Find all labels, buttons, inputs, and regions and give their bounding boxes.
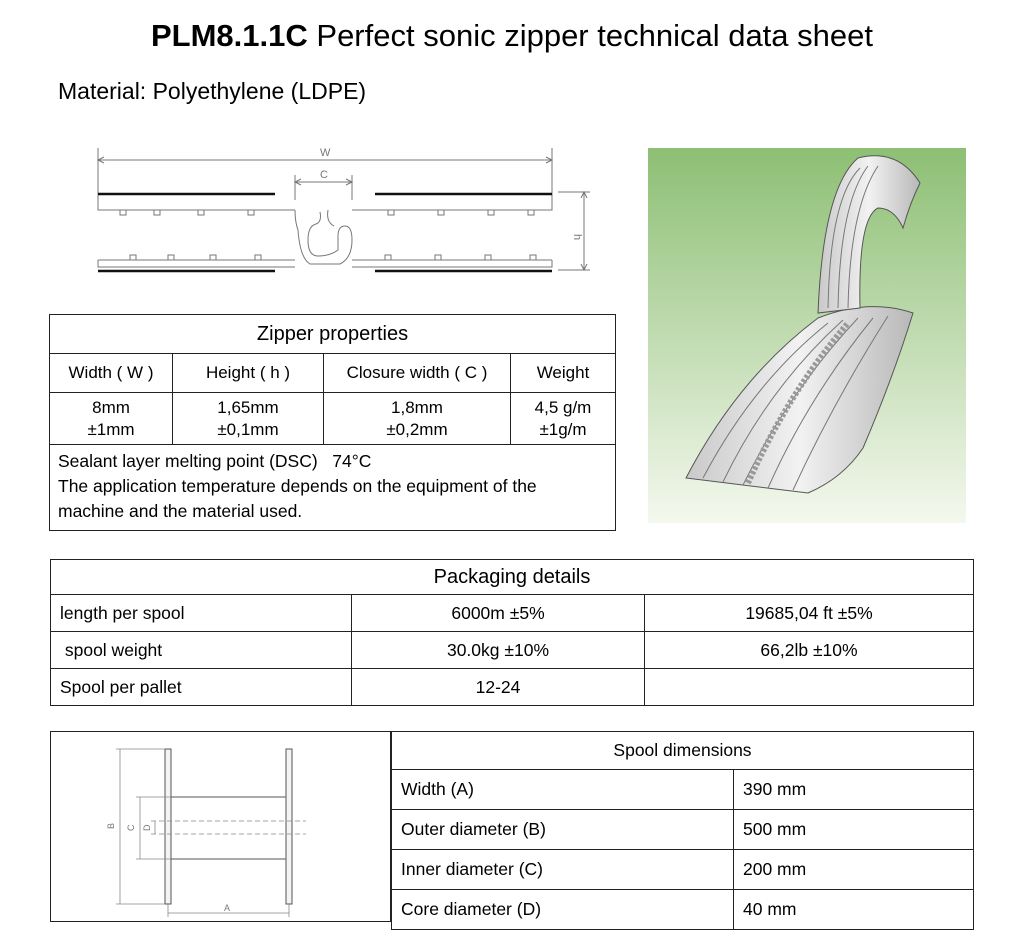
dimension-b-label: B xyxy=(106,822,116,829)
dimension-w-label: W xyxy=(320,147,331,159)
width-value: 8mm ±1mm xyxy=(50,393,173,445)
spool-dimensions-caption: Spool dimensions xyxy=(392,732,974,770)
title-text: Perfect sonic zipper technical data sheet xyxy=(307,18,873,53)
table-row xyxy=(51,595,974,632)
row-label: spool weight xyxy=(51,632,352,669)
table-row xyxy=(392,770,974,810)
weight-value: 4,5 g/m ±1g/m xyxy=(511,393,616,445)
row-label: Width (A) xyxy=(392,770,734,810)
dimension-d-label: D xyxy=(142,824,152,831)
page-title xyxy=(0,14,1024,58)
product-code: PLM8.1.1C xyxy=(151,18,308,53)
row-value: 200 mm xyxy=(734,850,974,890)
melting-point-note: Sealant layer melting point (DSC) 74°C The application temperature depends on the equipment of the machine and the material used. xyxy=(50,445,616,531)
column-header-height: Height ( h ) xyxy=(173,354,324,393)
imperial-value: 19685,04 ft ±5% xyxy=(645,595,974,632)
row-label: Inner diameter (C) xyxy=(392,850,734,890)
row-value: 40 mm xyxy=(734,890,974,930)
imperial-value: 66,2lb ±10% xyxy=(645,632,974,669)
row-label: Core diameter (D) xyxy=(392,890,734,930)
row-value: 390 mm xyxy=(734,770,974,810)
zipper-properties-table xyxy=(49,314,616,531)
column-header-closure-width: Closure width ( C ) xyxy=(324,354,511,393)
zipper-cross-section-drawing xyxy=(90,140,610,280)
dimension-c-label: C xyxy=(126,824,136,831)
packaging-details-table xyxy=(50,559,974,706)
metric-value: 30.0kg ±10% xyxy=(352,632,645,669)
zipper-properties-caption: Zipper properties xyxy=(50,315,616,354)
dimension-c-label: C xyxy=(320,169,328,181)
packaging-details-caption: Packaging details xyxy=(51,560,974,595)
metric-value: 6000m ±5% xyxy=(352,595,645,632)
zipper-3d-render xyxy=(648,148,966,523)
table-row xyxy=(392,810,974,850)
material-label: Material: Polyethylene (LDPE) xyxy=(58,78,367,104)
spool-technical-drawing xyxy=(106,737,366,917)
row-label: length per spool xyxy=(51,595,352,632)
spool-drawing-panel xyxy=(50,731,391,922)
spool-dimensions-table xyxy=(391,731,974,930)
imperial-value xyxy=(645,669,974,706)
table-row xyxy=(51,632,974,669)
dimension-a-label: A xyxy=(224,903,231,913)
table-row xyxy=(392,890,974,930)
table-row xyxy=(51,669,974,706)
height-value: 1,65mm ±0,1mm xyxy=(173,393,324,445)
row-value: 500 mm xyxy=(734,810,974,850)
column-header-width: Width ( W ) xyxy=(50,354,173,393)
row-label: Outer diameter (B) xyxy=(392,810,734,850)
table-row xyxy=(392,850,974,890)
column-header-weight: Weight xyxy=(511,354,616,393)
row-label: Spool per pallet xyxy=(51,669,352,706)
closure-width-value: 1,8mm ±0,2mm xyxy=(324,393,511,445)
metric-value: 12-24 xyxy=(352,669,645,706)
dimension-h-label: h xyxy=(571,234,583,241)
